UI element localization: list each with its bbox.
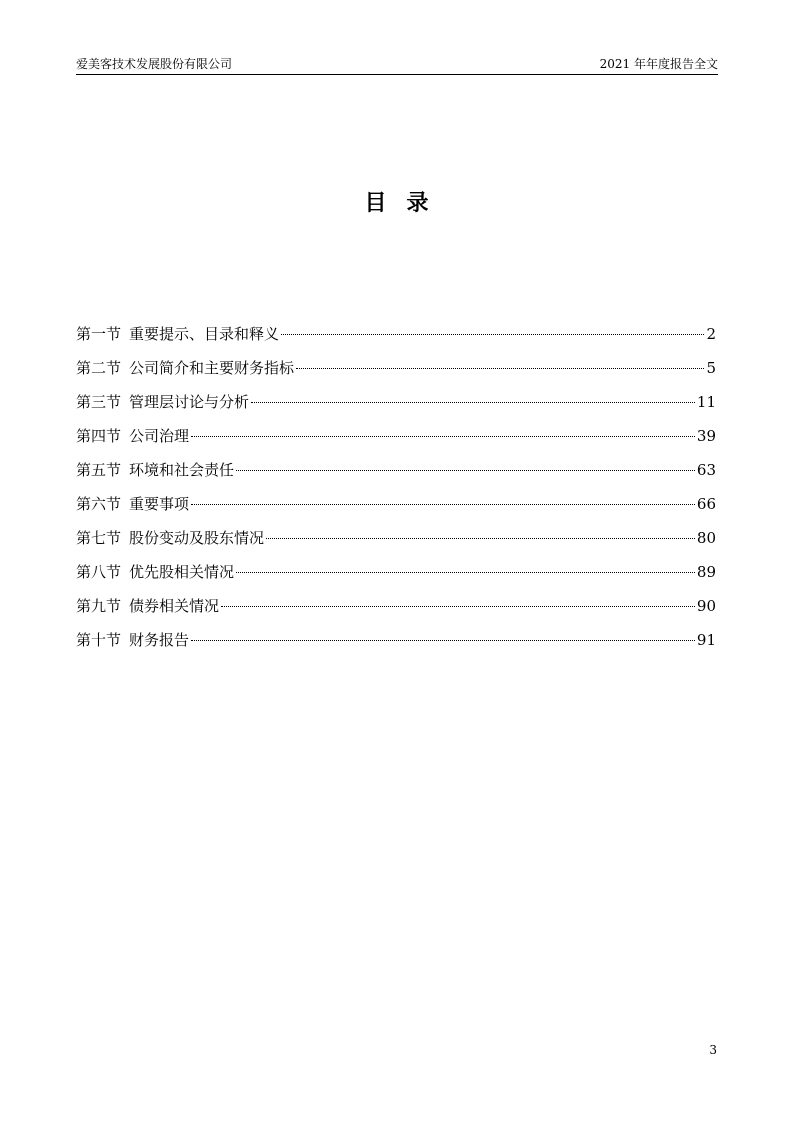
toc-section-label: 第六节 — [76, 495, 122, 513]
toc-section-label: 第三节 — [76, 393, 122, 411]
toc-page-number: 90 — [696, 597, 716, 615]
toc-section-label: 第十节 — [76, 631, 122, 649]
header-company-name: 爱美客技术发展股份有限公司 — [76, 57, 233, 71]
toc-dot-leader — [191, 436, 695, 437]
header-report-title: 2021 年年度报告全文 — [599, 57, 718, 71]
toc-page-number: 80 — [696, 529, 716, 547]
toc-section-name: 重要提示、目录和释义 — [129, 325, 280, 343]
toc-section-label: 第五节 — [76, 461, 122, 479]
toc-page-number: 63 — [696, 461, 716, 479]
toc-section-name: 股份变动及股东情况 — [129, 529, 265, 547]
toc-page-number: 11 — [696, 393, 716, 411]
toc-entry[interactable] — [76, 390, 716, 424]
page-number: 3 — [709, 1043, 717, 1057]
toc-entry[interactable] — [76, 560, 716, 594]
toc-dot-leader — [221, 606, 695, 607]
toc-entry[interactable] — [76, 424, 716, 458]
toc-page-number: 91 — [696, 631, 716, 649]
toc-entry[interactable] — [76, 628, 716, 662]
toc-section-name: 管理层讨论与分析 — [129, 393, 250, 411]
toc-entry[interactable] — [76, 594, 716, 628]
toc-section-label: 第四节 — [76, 427, 122, 445]
toc-page-number: 2 — [706, 325, 716, 343]
toc-dot-leader — [281, 334, 704, 335]
toc-dot-leader — [236, 470, 695, 471]
toc-section-label: 第一节 — [76, 325, 122, 343]
toc-dot-leader — [251, 402, 695, 403]
toc-page-number: 66 — [696, 495, 716, 513]
toc-title: 目录 — [364, 191, 449, 216]
toc-section-label: 第九节 — [76, 597, 122, 615]
toc-section-name: 公司治理 — [129, 427, 190, 445]
toc-section-label: 第七节 — [76, 529, 122, 547]
toc-dot-leader — [191, 640, 695, 641]
toc-dot-leader — [296, 368, 704, 369]
toc-entry[interactable] — [76, 356, 716, 390]
toc-entry[interactable] — [76, 458, 716, 492]
toc-section-name: 财务报告 — [129, 631, 190, 649]
toc-page-number: 39 — [696, 427, 716, 445]
toc-section-name: 环境和社会责任 — [129, 461, 235, 479]
toc-dot-leader — [266, 538, 695, 539]
toc-dot-leader — [236, 572, 695, 573]
toc-section-name: 公司简介和主要财务指标 — [129, 359, 295, 377]
toc-page-number: 5 — [706, 359, 716, 377]
toc-section-name: 重要事项 — [129, 495, 190, 513]
toc-dot-leader — [191, 504, 695, 505]
toc-section-label: 第二节 — [76, 359, 122, 377]
toc-section-name: 债券相关情况 — [129, 597, 220, 615]
toc-section-label: 第八节 — [76, 563, 122, 581]
table-of-contents — [76, 322, 716, 662]
toc-section-name: 优先股相关情况 — [129, 563, 235, 581]
toc-entry[interactable] — [76, 492, 716, 526]
header-rule — [76, 74, 718, 75]
toc-page-number: 89 — [696, 563, 716, 581]
toc-entry[interactable] — [76, 526, 716, 560]
toc-entry[interactable] — [76, 322, 716, 356]
